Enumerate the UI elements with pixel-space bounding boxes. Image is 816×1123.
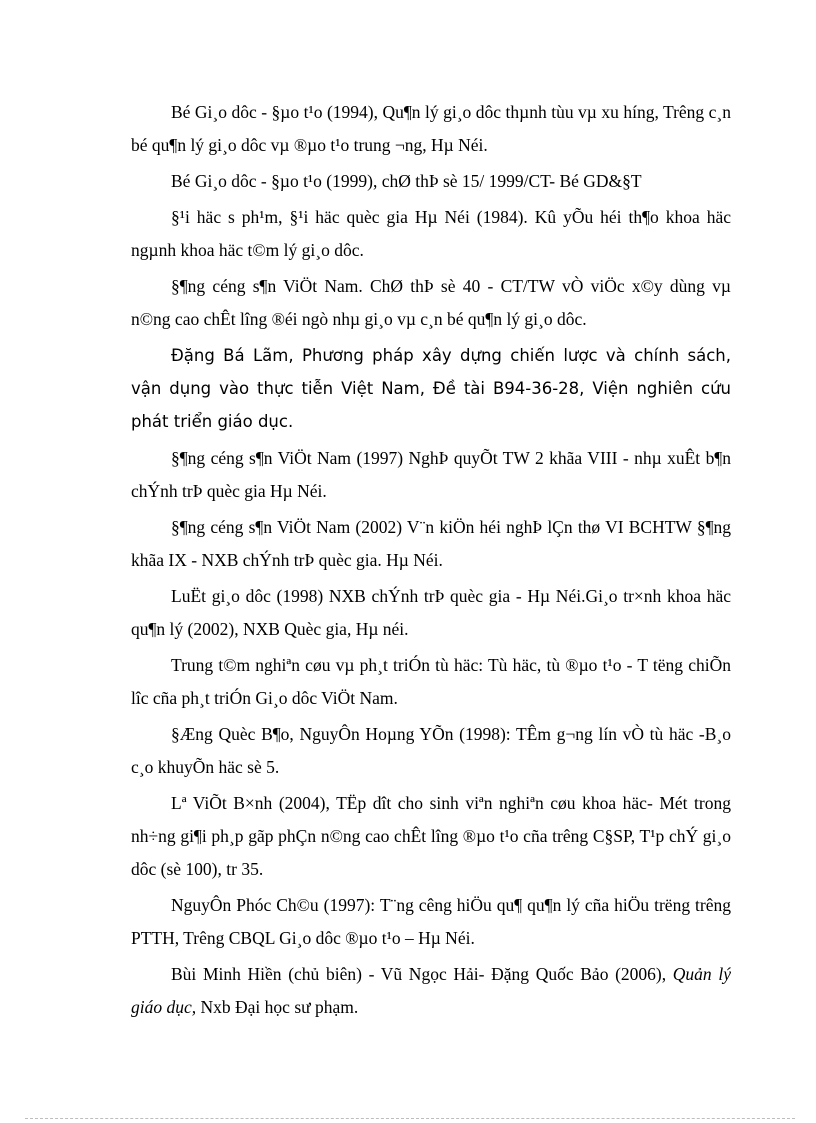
page-bottom-divider	[25, 1118, 795, 1119]
reference-item: §¶ng céng s¶n ViÖt Nam. ChØ thÞ sè 40 - CT/TW vÒ viÖc x©y dùng vµ n©ng cao chÊt lîng ®éi ngò nhµ gi¸o vµ c¸n bé qu¶n lý gi¸o dôc.	[131, 276, 731, 329]
reference-item: Bé Gi¸o dôc - §µo t¹o (1994), Qu¶n lý gi¸o dôc thµnh tùu vµ xu híng, Trêng c¸n bé qu¶n lý gi¸o dôc vµ ®µo t¹o trung ¬ng, Hµ Néi.	[131, 102, 731, 155]
reference-publisher: Nxb Đại học sư phạm.	[196, 997, 359, 1017]
reference-title: Quản lý giáo dục,	[131, 964, 731, 1017]
reference-item: Lª ViÕt B×nh (2004), TËp dît cho sinh viªn nghiªn cøu khoa häc- Mét trong nh÷ng gi¶i ph¸p gãp phÇn n©ng cao chÊt lîng ®µo t¹o cña trêng C§SP, T¹p chÝ gi¸o dôc (sè 100), tr 35.	[131, 793, 731, 879]
reference-item: LuËt gi¸o dôc (1998) NXB chÝnh trÞ quèc gia - Hµ Néi.Gi¸o tr×nh khoa häc qu¶n lý (2002), NXB Quèc gia, Hµ néi.	[131, 586, 731, 639]
reference-authors: Bùi Minh Hiền (chủ biên) - Vũ Ngọc Hải- Đặng Quốc Bảo (2006),	[171, 964, 673, 984]
reference-item: Trung t©m nghiªn cøu vµ ph¸t triÓn tù häc: Tù häc, tù ®µo t¹o - T tëng chiÕn lîc cña ph¸t triÓn Gi¸o dôc ViÖt Nam.	[131, 655, 731, 708]
reference-item	[131, 958, 731, 1024]
reference-item: Đặng Bá Lãm, Phương pháp xây dựng chiến lược và chính sách, vận dụng vào thực tiễn Việt Nam, Đề tài B94-36-28, Viện nghiên cứu phát triển giáo dục.	[131, 346, 731, 431]
reference-item: §¶ng céng s¶n ViÖt Nam (2002) V¨n kiÖn héi nghÞ lÇn thø VI BCHTW §¶ng khãa IX - NXB chÝnh trÞ quèc gia. Hµ Néi.	[131, 517, 731, 570]
reference-item: NguyÔn Phóc Ch©u (1997): T¨ng cêng hiÖu qu¶ qu¶n lý cña hiÖu trëng trêng PTTH, Trêng CBQL Gi¸o dôc ®µo t¹o – Hµ Néi.	[131, 895, 731, 948]
reference-item: Bé Gi¸o dôc - §µo t¹o (1999), chØ thÞ sè 15/ 1999/CT- Bé GD&§T	[171, 171, 642, 191]
reference-item: §Æng Quèc B¶o, NguyÔn Hoµng YÕn (1998): TÊm g¬ng lín vÒ tù häc -B¸o c¸o khuyÕn häc sè 5.	[131, 724, 731, 777]
reference-item: §¹i häc s ph¹m, §¹i häc quèc gia Hµ Néi (1984). Kû yÕu héi th¶o khoa häc ngµnh khoa häc t©m lý gi¸o dôc.	[131, 207, 731, 260]
reference-item: §¶ng céng s¶n ViÖt Nam (1997) NghÞ quyÕt TW 2 khãa VIII - nhµ xuÊt b¶n chÝnh trÞ quèc gia Hµ Néi.	[131, 448, 731, 501]
reference-list	[131, 96, 731, 1027]
